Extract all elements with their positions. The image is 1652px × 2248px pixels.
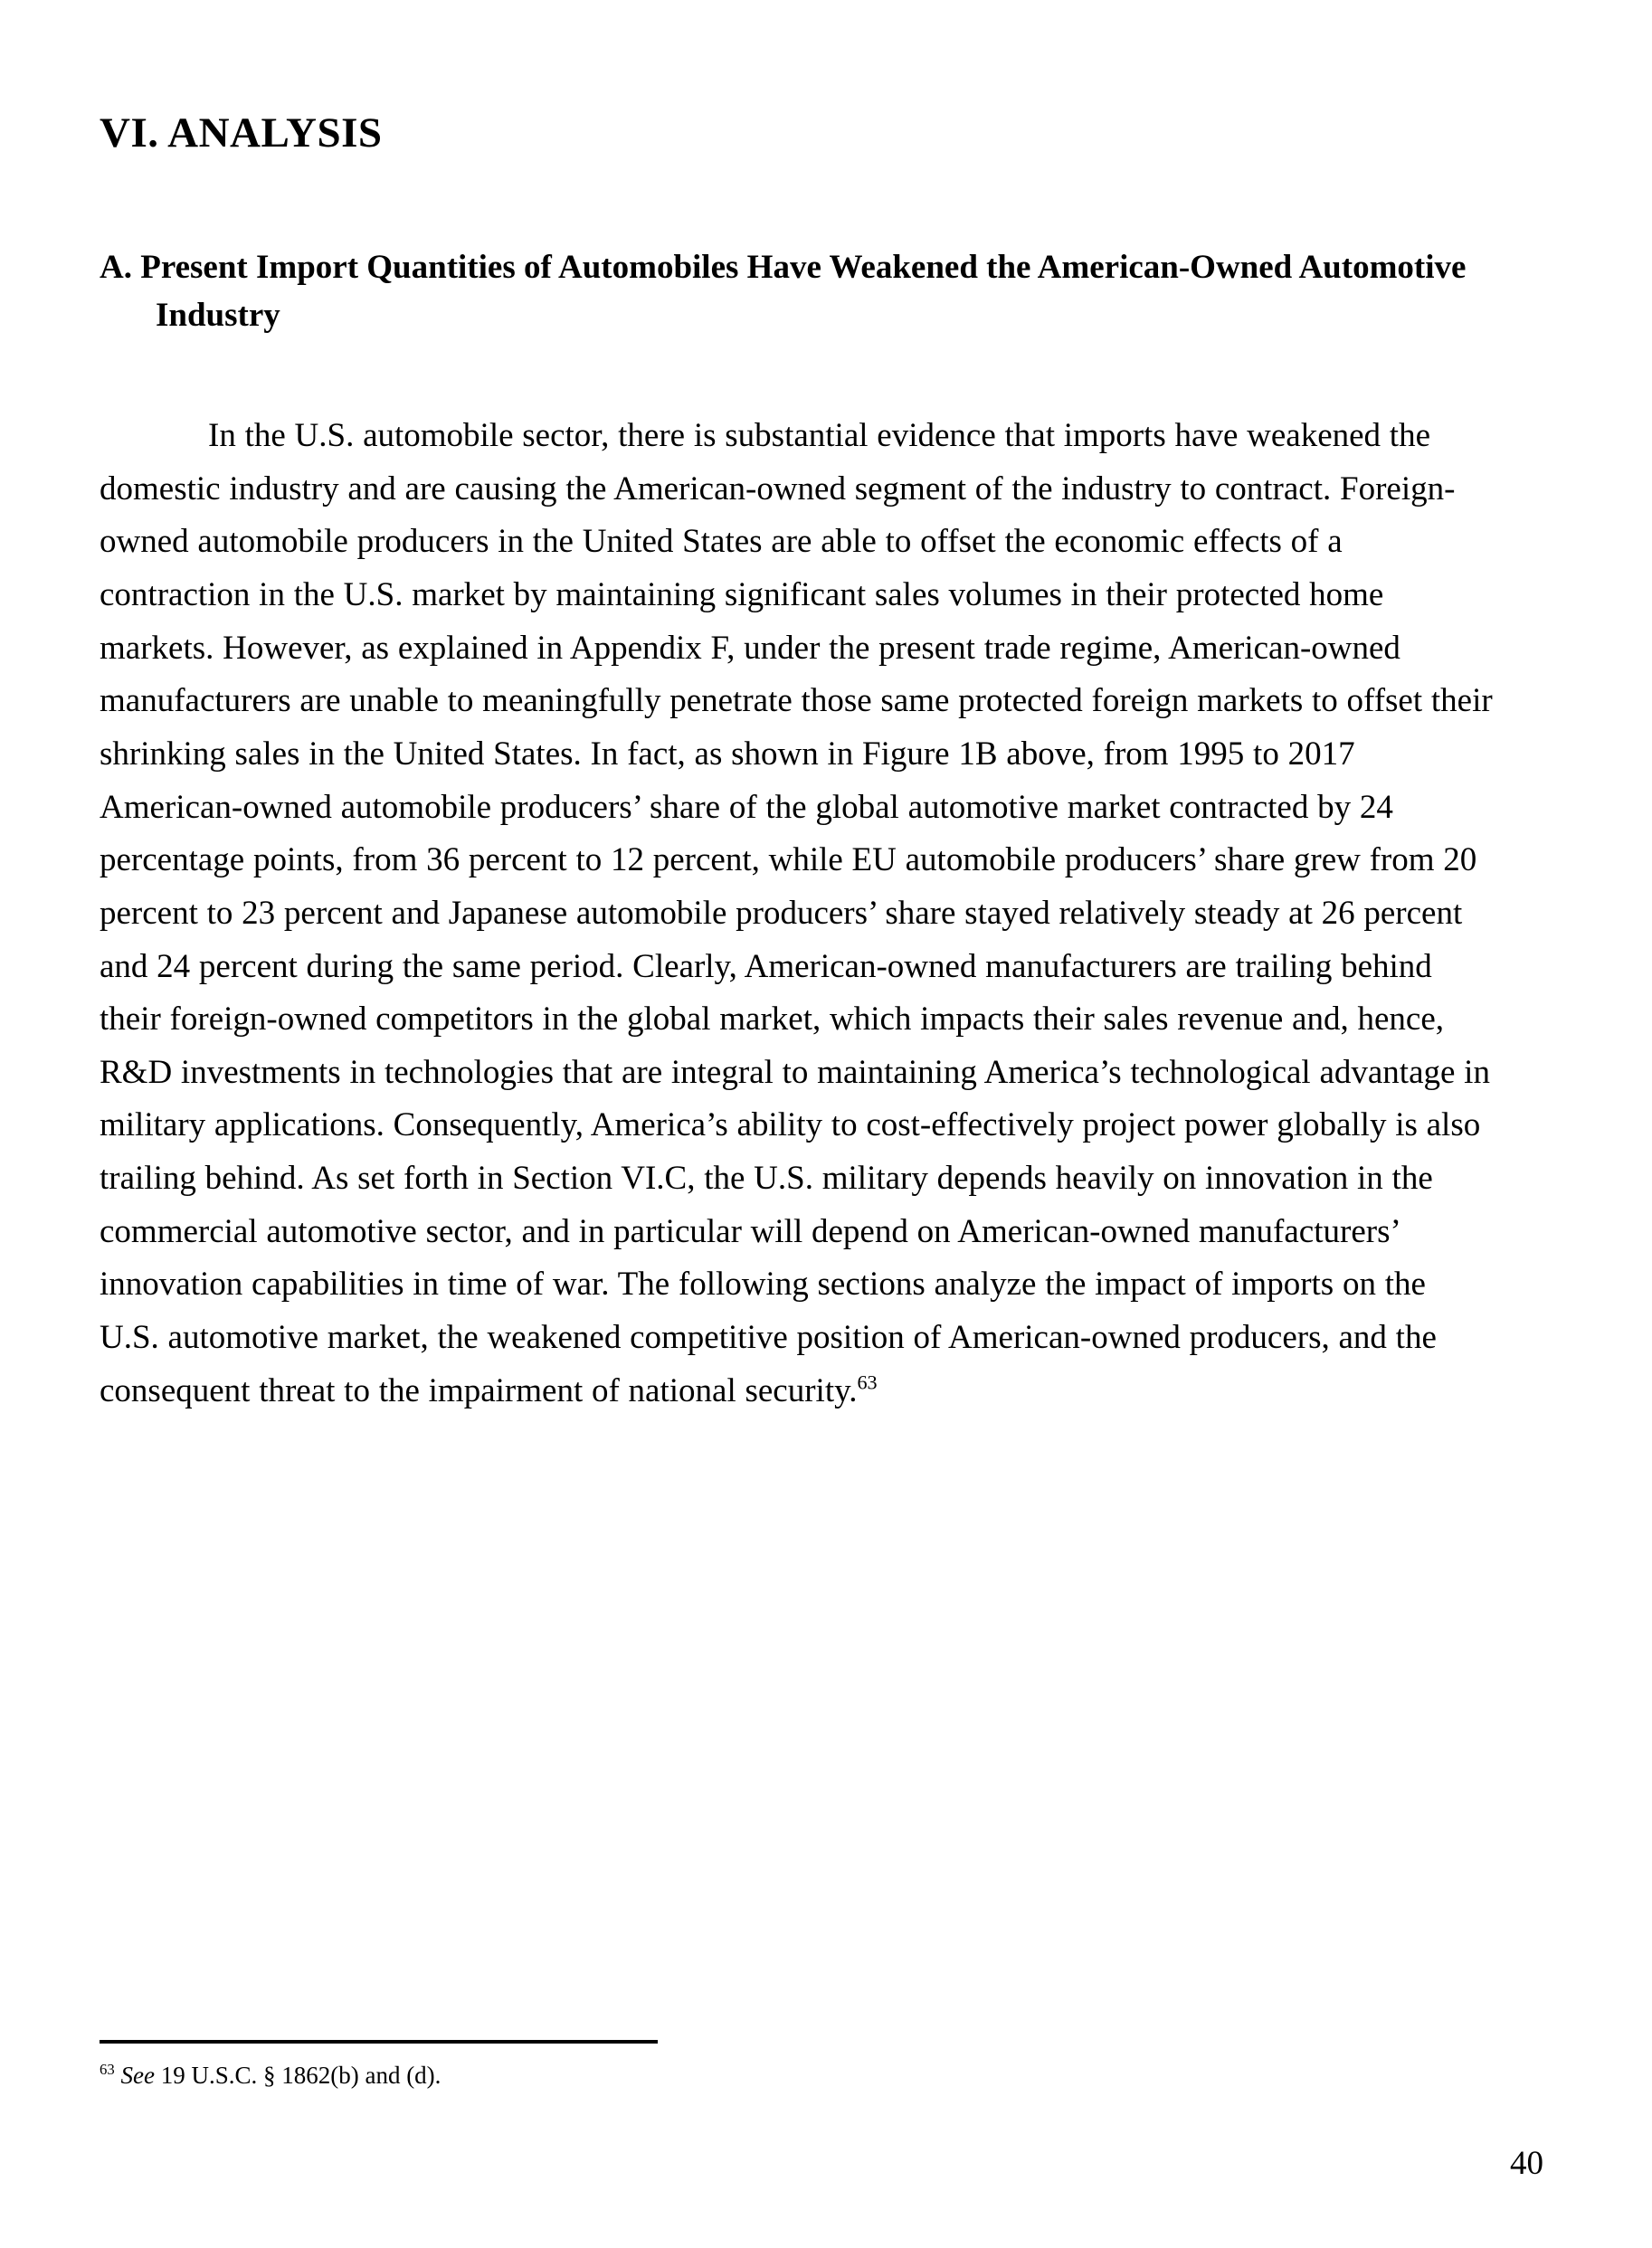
footnote-block	[100, 2040, 1524, 2091]
footnote-citation: 19 U.S.C. § 1862(b) and (d).	[154, 2062, 441, 2089]
page-number: 40	[1510, 2145, 1543, 2182]
section-title: VI. ANALYSIS	[100, 109, 383, 157]
page-content	[100, 109, 1524, 1418]
footnote-entry	[100, 2060, 1524, 2091]
subsection-letter: A.	[100, 249, 132, 287]
subsection-heading-text: Present Import Quantities of Automobiles Have Weakened the American-Owned Automotive Industry	[140, 249, 1467, 334]
footnote-separator-rule	[100, 2040, 658, 2044]
footnote-number: 63	[100, 2061, 115, 2078]
body-paragraph-text: In the U.S. automobile sector, there is substantial evidence that imports have weakened the domestic industry and are causing the American-owned segment of the industry to contract. Foreign-owned automobile producers in the United States are able to offset the economic effects of a contraction in the U.S. market by maintaining significant sales volumes in their protected home markets. However, as explained in Appendix F, under the present trade regime, American-owned manufacturers are unable to meaningfully penetrate those same protected foreign markets to offset their shrinking sales in the United States. In fact, as shown in Figure 1B above, from 1995 to 2017 American-owned automobile producers’ share of the global automotive market contracted by 24 percentage points, from 36 percent to 12 percent, while EU automobile producers’ share grew from 20 percent to 23 percent and Japanese automobile producers’ share stayed relatively steady at 26 percent and 24 percent during the same period. Clearly, American-owned manufacturers are trailing behind their foreign-owned competitors in the global market, which impacts their sales revenue and, hence, R&D investments in technologies that are integral to maintaining America’s technological advantage in military applications. Consequently, America’s ability to cost-effectively project power globally is also trailing behind. As set forth in Section VI.C, the U.S. military depends heavily on innovation in the commercial automotive sector, and in particular will depend on American-owned manufacturers’ innovation capabilities in time of war. The following sections analyze the impact of imports on the U.S. automotive market, the weakened competitive position of American-owned producers, and the consequent threat to the impairment of national security.	[100, 417, 1493, 1409]
subsection-heading	[100, 244, 1513, 339]
footnote-reference-marker[interactable]: 63	[857, 1371, 878, 1394]
footnote-signal-italic: See	[120, 2062, 155, 2089]
body-paragraph	[100, 410, 1493, 1418]
